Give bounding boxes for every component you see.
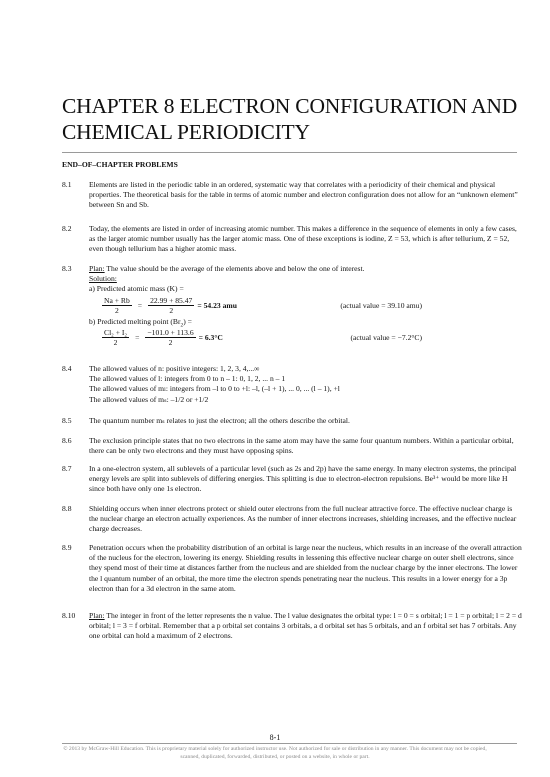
problem-text: Shielding occurs when inner electrons protect or shield outer electrons from the full nuclear attractive force. The effective nuclear charge is the nuclear charge an electron actually experiences. As the number of inner electrons increases, shielding increases, and the effective nuclear charge decreases. xyxy=(89,504,517,534)
problem-number: 8.6 xyxy=(62,436,72,445)
n-values-line: The allowed values of n: positive integers: 1, 2, 3, 4,...∞ xyxy=(89,364,260,373)
problem-8-10 xyxy=(62,611,522,642)
problem-text: The integer in front of the letter represents the n value. The l value designates the orbital type: l = 0 = s orbital; l = 1 = p orbital; l = 2 = d orbital; l = 3 = f orbital. Remember that a p orbital set contains 3 orbitals, a d orbital set has 5 orbitals, and an f orbital set has 7 orbitals. Any one orbital can hold a maximum of 2 electrons. xyxy=(89,611,522,641)
part-a-label: a) Predicted atomic mass (K) = xyxy=(89,284,184,294)
problem-text: The exclusion principle states that no two electrons in the same atom may have the same four quantum numbers. Within a particular orbital, there can be only two electrons and they must have opposing spins. xyxy=(89,436,514,456)
solution-label: Solution: xyxy=(89,274,117,284)
actual-value: (actual value = −7.2°C) xyxy=(350,332,422,342)
fraction-denominator: 2 xyxy=(113,338,118,348)
problem-8-9 xyxy=(62,543,522,594)
problem-number: 8.7 xyxy=(62,464,72,473)
copyright-notice: © 2013 by McGraw-Hill Education. This is proprietary material solely for authorized instructor use. Not authorized for sale or distribution in any manner. This document may not be copied, scanned, duplicated, forwarded, distributed, or posted on a website, in whole or part. xyxy=(63,746,487,760)
fraction-numerator: Na + Rb xyxy=(104,296,130,306)
problem-number: 8.10 xyxy=(62,611,76,620)
actual-value: (actual value = 39.10 amu) xyxy=(340,300,422,310)
problem-8-7 xyxy=(62,464,522,495)
plan-text: The value should be the average of the elements above and below the one of interest. xyxy=(104,264,365,273)
ms-values-line: The allowed values of mₛ: –1/2 or +1/2 xyxy=(89,394,209,404)
fraction-denominator: 2 xyxy=(169,306,174,316)
plan-label: Plan: xyxy=(89,264,105,273)
problem-8-5 xyxy=(62,416,522,426)
problem-8-6 xyxy=(62,436,522,456)
problem-text: In a one-electron system, all sublevels of a particular level (such as 2s and 2p) have the same energy. In many electron systems, the principal energy levels are split into sublevels of differing energies. This splitting is due to electron-electron repulsions. Be³⁺ would be more like H since both have only one 1s electron. xyxy=(89,464,517,494)
l-values-line: The allowed values of l: integers from 0 to n – 1: 0, 1, 2, ... n – 1 xyxy=(89,374,286,384)
problem-8-8 xyxy=(62,504,522,535)
part-b-label: b) Predicted melting point (Br xyxy=(89,316,181,326)
problem-8-4 xyxy=(62,364,522,405)
fraction-numerator: 22.99 + 85.47 xyxy=(150,296,193,306)
fraction-numerator: Cl₂ + I₂ xyxy=(104,328,128,338)
problem-number: 8.3 xyxy=(62,264,72,273)
subscript: 2 xyxy=(180,322,184,329)
result-value: = 6.3°C xyxy=(198,332,223,342)
plan-label: Plan: xyxy=(89,611,105,620)
title-divider xyxy=(62,152,517,153)
fraction-denominator: 2 xyxy=(168,338,173,348)
problem-text: Today, the elements are listed in order of increasing atomic number. This makes a difference in the sequence of elements in only a few cases, as the larger atomic number usually has the larger atomic mass. One of these exceptions is iodine, Z = 53, which is after tellurium, Z = 52, even though tellurium has a higher atomic mass. xyxy=(89,224,517,254)
page-number: 8-1 xyxy=(269,733,281,742)
problem-text: Elements are listed in the periodic table in an ordered, systematic way that correlates with a periodicity of their chemical and physical properties. The theoretical basis for the table in terms of atomic number and electron configuration does not allow for an “unknown element” between Sn and Sb. xyxy=(89,180,518,210)
ml-values-line: The allowed values of mₗ: integers from –l to 0 to +l: –l, (–l + 1), ... 0, ... (l – 1), +l xyxy=(89,384,340,394)
part-b-label-end: ) = xyxy=(183,316,192,326)
problem-number: 8.4 xyxy=(62,364,72,373)
fraction-numerator: −101.0 + 113.6 xyxy=(147,328,194,338)
problem-number: 8.9 xyxy=(62,543,72,552)
section-heading: END–OF–CHAPTER PROBLEMS xyxy=(62,160,178,169)
fraction-denominator: 2 xyxy=(115,306,119,316)
problem-number: 8.1 xyxy=(62,180,72,189)
problem-text: The quantum number mₛ relates to just the electron; all the others describe the orbital. xyxy=(89,416,350,425)
problem-number: 8.2 xyxy=(62,224,72,233)
part-b-equation: $\frac{\text{Cl₂ + I₂}}{2}$ = $\frac{-101.0 + 113.6}{2}$ = 6.3°C (actual value = −7.2°C) xyxy=(104,328,422,348)
problem-8-3 xyxy=(62,264,522,349)
problem-number: 8.5 xyxy=(62,416,72,425)
problem-number: 8.8 xyxy=(62,504,72,513)
footer-divider xyxy=(62,743,517,744)
problem-text: Penetration occurs when the probability distribution of an orbital is large near the nucleus, which results in an increase of the overall attraction of the nucleus for the electron, lowering its energy. Shielding results in lessening this effective nuclear charge on outer shell electrons, since they spend most of their time at distances farther from the nucleus and are shielded from the nuclear charge by the inner electrons. The lower the l quantum number of an orbital, the more time the electron spends penetrating near the nucleus. This results in a lower energy for a 3p electron than for a 3d electron in the same atom. xyxy=(89,543,522,593)
problem-8-1 xyxy=(62,180,522,211)
part-a-equation: $\frac{Na + Rb}{2}$ = $\frac{22.99 + 85.47}{2}$ = 54.23 amu (actual value = 39.10 amu) xyxy=(104,296,422,316)
chapter-title: CHAPTER 8 ELECTRON CONFIGURATION AND CHEMICAL PERIODICITY xyxy=(62,94,518,144)
problem-8-2 xyxy=(62,224,522,255)
result-value: = 54.23 amu xyxy=(197,300,237,310)
